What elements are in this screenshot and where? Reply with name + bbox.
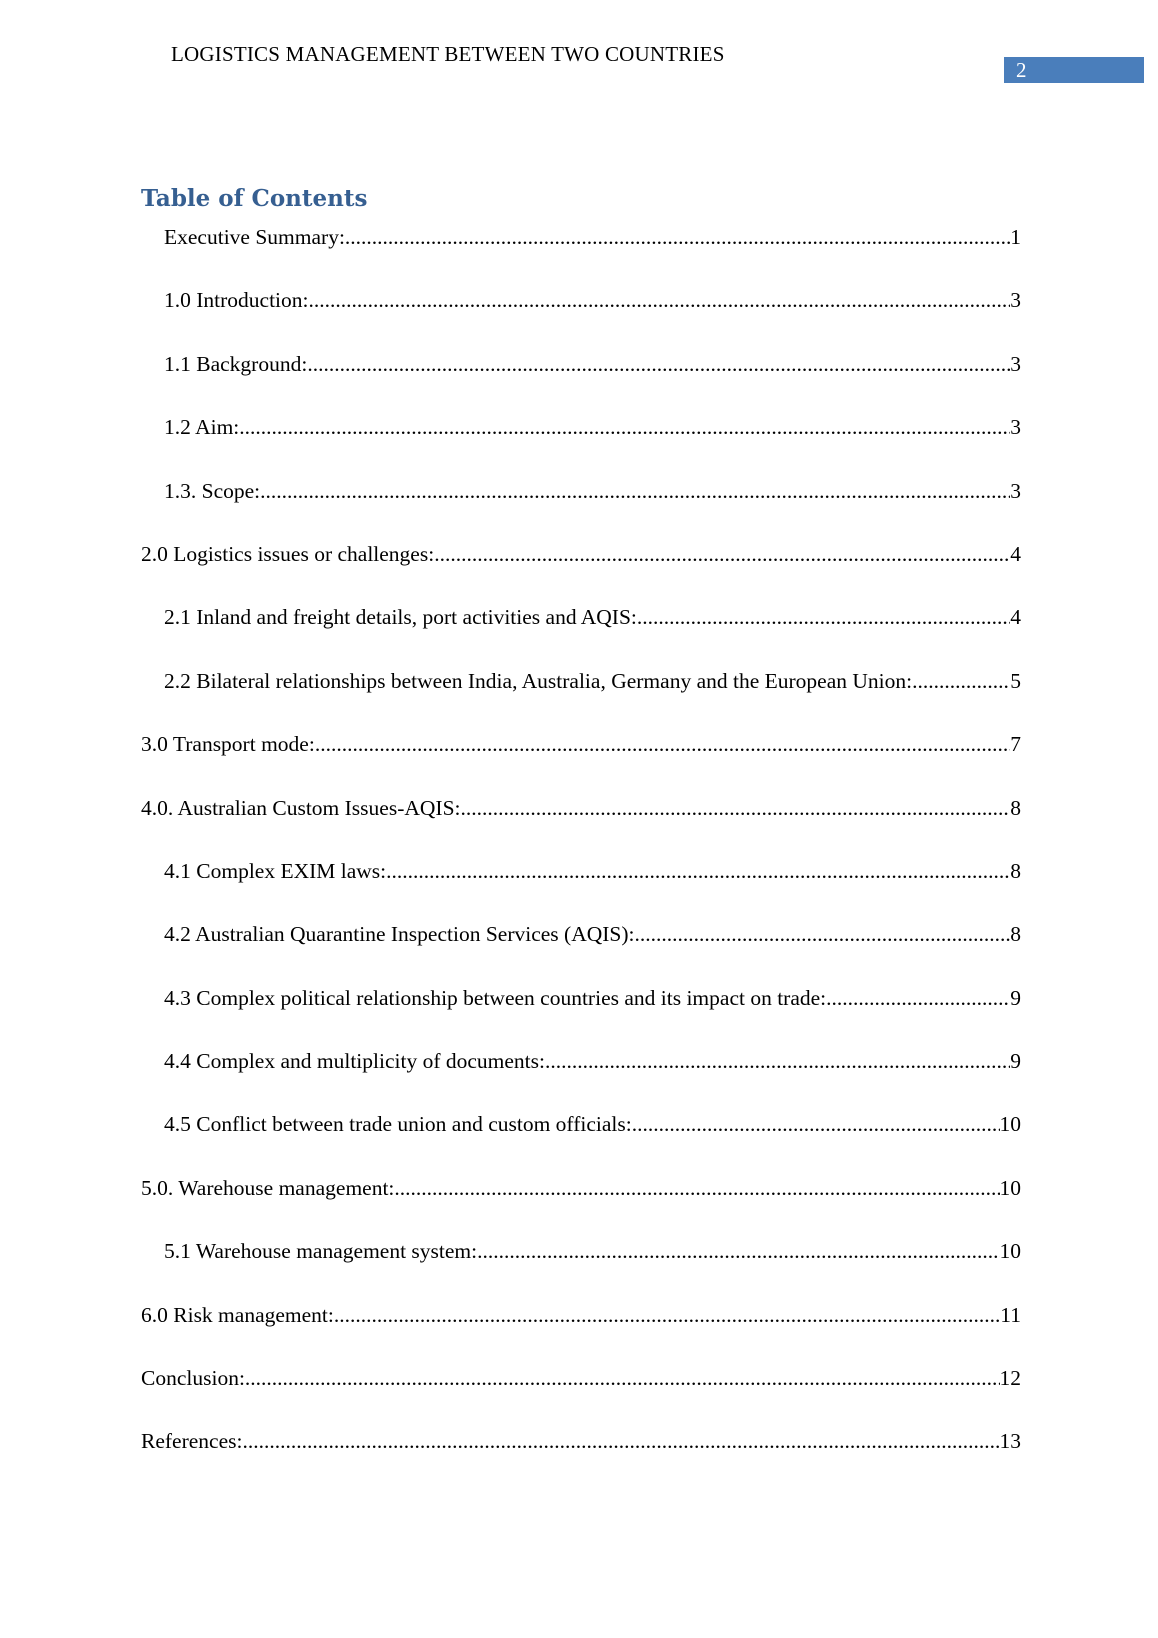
toc-entry-label: 1.2 Aim: <box>164 415 240 440</box>
toc-entry-page: 4 <box>1010 541 1021 566</box>
toc-dot-leader <box>315 729 1010 759</box>
toc-entry-page: 10 <box>999 1239 1021 1264</box>
toc-dot-leader <box>345 222 1010 252</box>
toc-entry[interactable] <box>141 666 1021 729</box>
toc-entry-page: 4 <box>1010 605 1021 630</box>
toc-dot-leader <box>309 285 1011 315</box>
toc-entry[interactable] <box>141 539 1021 602</box>
toc-entry-page: 7 <box>1010 732 1021 757</box>
toc-entry-label: 5.1 Warehouse management system: <box>164 1239 478 1264</box>
toc-entry-page: 10 <box>999 1112 1021 1137</box>
toc-entry-label: 5.0. Warehouse management: <box>141 1175 395 1200</box>
toc-entry-page: 8 <box>1010 922 1021 947</box>
toc-entry-label: 4.4 Complex and multiplicity of documents: <box>164 1049 545 1074</box>
toc-entry-label: 2.2 Bilateral relationships between India, Australia, Germany and the European Union: <box>164 668 913 693</box>
toc-entry-page: 12 <box>999 1366 1021 1391</box>
toc-entry-page: 3 <box>1010 288 1021 313</box>
toc-dot-leader <box>386 856 1010 886</box>
toc-entry-label: Conclusion: <box>141 1366 245 1391</box>
toc-entry[interactable] <box>141 602 1021 665</box>
toc-dot-leader <box>245 1363 1000 1393</box>
toc-entry[interactable] <box>141 476 1021 539</box>
toc-dot-leader <box>307 349 1010 379</box>
toc-entry-page: 3 <box>1010 415 1021 440</box>
toc-heading: Table of Contents <box>141 185 368 212</box>
toc-entry-label: 2.1 Inland and freight details, port activities and AQIS: <box>164 605 637 630</box>
toc-dot-leader <box>637 602 1010 632</box>
toc-entry-label: 3.0 Transport mode: <box>141 732 315 757</box>
toc-entry[interactable] <box>141 919 1021 982</box>
toc-entry[interactable] <box>141 1173 1021 1236</box>
toc-dot-leader <box>434 539 1010 569</box>
toc-entry-page: 8 <box>1010 795 1021 820</box>
toc-entry[interactable] <box>141 1363 1021 1426</box>
running-header-title: LOGISTICS MANAGEMENT BETWEEN TWO COUNTRIES <box>171 42 725 66</box>
toc-dot-leader <box>632 1109 1000 1139</box>
toc-entry-page: 5 <box>1010 668 1021 693</box>
toc-entry-page: 8 <box>1010 858 1021 883</box>
toc-entry[interactable] <box>141 412 1021 475</box>
toc-entry-page: 9 <box>1010 985 1021 1010</box>
toc-entry-label: 1.1 Background: <box>164 351 308 376</box>
toc-entry-label: 6.0 Risk management: <box>141 1302 334 1327</box>
toc-entry-page: 3 <box>1010 351 1021 376</box>
toc-entry-page: 11 <box>1000 1302 1021 1327</box>
toc-entry-page: 9 <box>1010 1049 1021 1074</box>
toc-entry-label: 2.0 Logistics issues or challenges: <box>141 541 435 566</box>
toc-dot-leader <box>477 1236 999 1266</box>
toc-dot-leader <box>239 412 1010 442</box>
toc-dot-leader <box>260 476 1010 506</box>
toc-entry-label: Executive Summary: <box>164 225 345 249</box>
toc-entry[interactable] <box>141 793 1021 856</box>
toc-entry[interactable] <box>141 983 1021 1046</box>
toc-entry[interactable] <box>141 222 1021 285</box>
toc-dot-leader <box>242 1426 999 1456</box>
toc-dot-leader <box>461 793 1011 823</box>
toc-entry[interactable] <box>141 285 1021 348</box>
toc-entry[interactable] <box>141 1300 1021 1363</box>
toc-entry[interactable] <box>141 1046 1021 1109</box>
toc-entry[interactable] <box>141 729 1021 792</box>
toc-entry[interactable] <box>141 1426 1021 1489</box>
page-number-badge: 2 <box>1004 57 1144 83</box>
toc-dot-leader <box>334 1300 1000 1330</box>
toc-entry-label: 4.0. Australian Custom Issues-AQIS: <box>141 795 461 820</box>
toc-entry-label: 4.3 Complex political relationship between countries and its impact on trade: <box>164 985 827 1010</box>
toc-entry-label: 1.3. Scope: <box>164 478 261 503</box>
toc-dot-leader <box>912 666 1010 696</box>
toc-entry-label: References: <box>141 1429 243 1454</box>
toc-dot-leader <box>635 919 1011 949</box>
toc-entry-page: 13 <box>999 1429 1021 1454</box>
toc-entry-label: 1.0 Introduction: <box>164 288 309 313</box>
toc-entry-label: 4.2 Australian Quarantine Inspection Services (AQIS): <box>164 922 635 947</box>
toc-entry-label: 4.1 Complex EXIM laws: <box>164 858 387 883</box>
toc-entry[interactable] <box>141 1109 1021 1172</box>
toc-entry[interactable] <box>141 856 1021 919</box>
toc-entry-page: 1 <box>1010 225 1021 249</box>
toc-entry[interactable] <box>141 349 1021 412</box>
toc-dot-leader <box>394 1173 999 1203</box>
toc-list <box>141 222 1021 1490</box>
toc-entry[interactable] <box>141 1236 1021 1299</box>
toc-entry-label: 4.5 Conflict between trade union and custom officials: <box>164 1112 632 1137</box>
toc-entry-page: 10 <box>999 1175 1021 1200</box>
toc-dot-leader <box>826 983 1010 1013</box>
toc-dot-leader <box>545 1046 1010 1076</box>
toc-entry-page: 3 <box>1010 478 1021 503</box>
